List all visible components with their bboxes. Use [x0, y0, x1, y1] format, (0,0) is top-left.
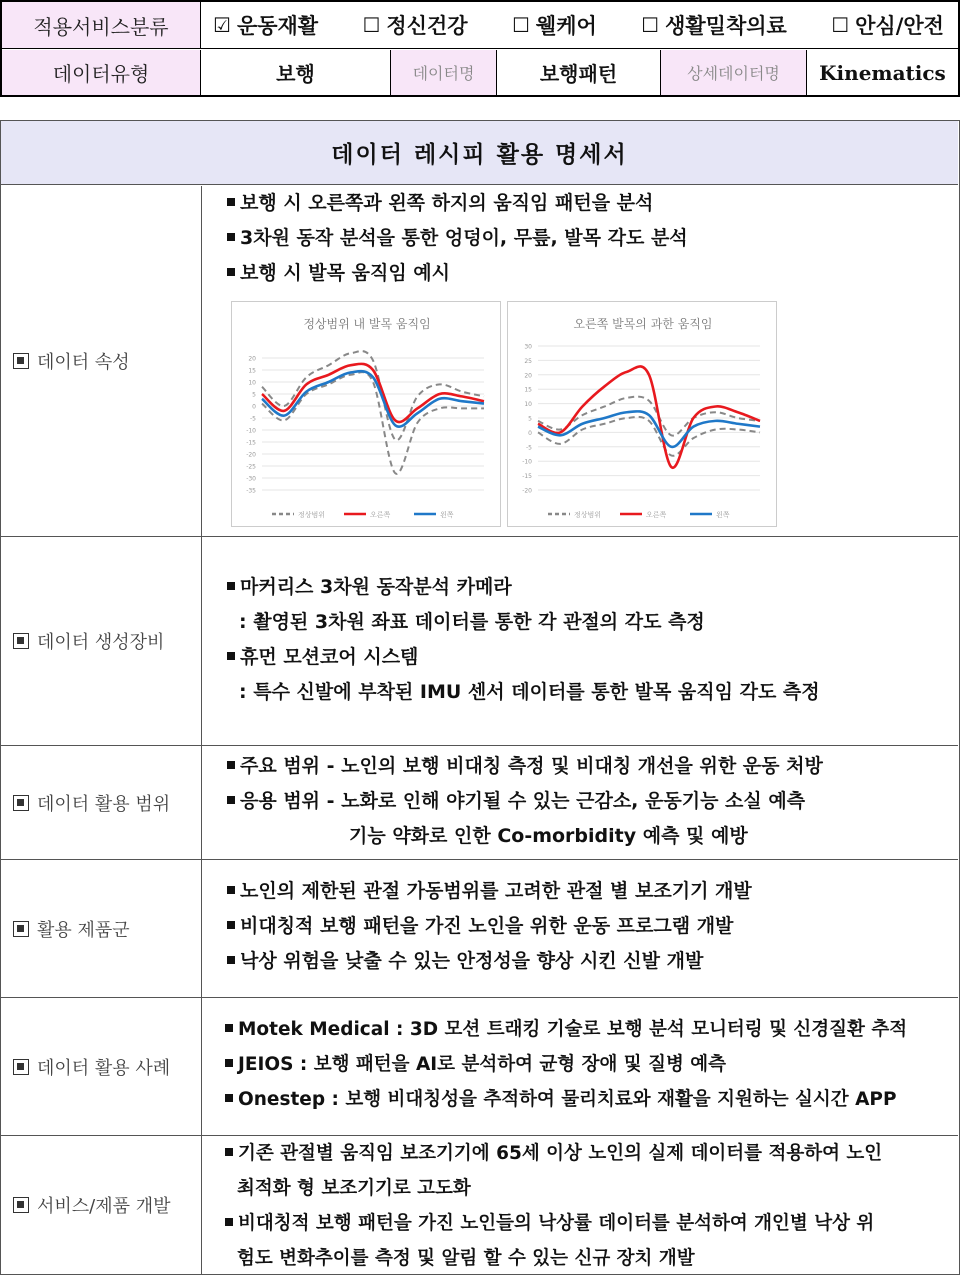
y-tick-label: 25 — [524, 357, 532, 365]
legend-label: 오른쪽 — [646, 511, 667, 519]
line-text: 3차원 동작 분석을 통한 엉덩이, 무릎, 발목 각도 분석 — [240, 227, 688, 249]
chart-svg — [508, 302, 778, 528]
section-data-attributes — [1, 186, 958, 537]
category-name: 안심/안전 — [855, 14, 944, 38]
y-tick-label: -20 — [522, 487, 532, 495]
sub-line: 최적화 형 보조기기로 고도화 — [237, 1178, 471, 1199]
bullet-line — [225, 1136, 958, 1171]
section-label — [1, 186, 202, 536]
bullet-icon — [227, 268, 235, 276]
y-tick-label: 5 — [528, 415, 532, 423]
square-bullet-icon — [13, 795, 29, 811]
series-line — [262, 351, 484, 440]
spec-title: 데이터 레시피 활용 명세서 — [1, 121, 958, 185]
category-option[interactable] — [213, 10, 318, 40]
line-text: 휴먼 모션코어 시스템 — [240, 646, 419, 668]
section-label-text: 데이터 생성장비 — [37, 632, 165, 653]
bullet-icon — [225, 1148, 233, 1156]
bullet-line — [225, 1047, 958, 1082]
y-tick-label: 20 — [248, 355, 256, 363]
legend-label: 오른쪽 — [370, 511, 391, 519]
section-equipment — [1, 537, 958, 746]
service-category-row — [2, 2, 958, 49]
category-name: 웰케어 — [535, 14, 597, 38]
section-usage-scope — [1, 746, 958, 860]
line-text: 주요 범위 - 노인의 보행 비대칭 측정 및 비대칭 개선을 위한 운동 처방 — [240, 755, 823, 777]
y-tick-label: -15 — [522, 473, 532, 481]
y-tick-label: 20 — [524, 372, 532, 380]
section-label-text: 서비스/제품 개발 — [37, 1196, 171, 1217]
chart-normal-range — [231, 301, 501, 527]
category-option[interactable] — [641, 10, 787, 40]
y-tick-label: -5 — [526, 444, 532, 452]
bullet-icon — [227, 233, 235, 241]
square-bullet-icon — [13, 1059, 29, 1075]
line-text: 낙상 위험을 낮출 수 있는 안정성을 향상 시킨 신발 개발 — [240, 950, 704, 972]
bullet-icon — [225, 1059, 233, 1067]
bullet-line — [227, 909, 958, 944]
section-label — [1, 746, 202, 859]
section-service-development — [1, 1136, 958, 1274]
y-tick-label: -20 — [246, 451, 256, 459]
chart-right-excess — [507, 301, 777, 527]
y-tick-label: -10 — [246, 427, 256, 435]
section-label-text: 데이터 속성 — [37, 352, 130, 373]
series-line — [538, 411, 760, 447]
bullet-icon — [227, 198, 235, 206]
square-bullet-icon — [13, 633, 29, 649]
line-text: 기존 관절별 움직임 보조기기에 65세 이상 노인의 실제 데이터를 적용하여 노인 — [238, 1143, 883, 1164]
detail-data-value: Kinematics — [819, 60, 946, 85]
chart-svg — [232, 302, 502, 528]
y-tick-label: -10 — [522, 458, 532, 466]
line-text: 비대칭적 보행 패턴을 가진 노인을 위한 운동 프로그램 개발 — [240, 915, 734, 937]
bullet-line — [227, 221, 958, 256]
chart-title: 오른쪽 발목의 과한 움직임 — [573, 317, 713, 331]
bullet-icon — [225, 1218, 233, 1226]
y-tick-label: 5 — [252, 391, 256, 399]
data-name-label: 데이터명 — [391, 50, 497, 95]
legend-label: 정상범위 — [574, 511, 602, 519]
square-bullet-icon — [13, 1197, 29, 1213]
category-option[interactable] — [831, 10, 944, 40]
bullet-icon — [225, 1024, 233, 1032]
section-label-text: 활용 제품군 — [37, 919, 130, 941]
y-tick-label: 0 — [252, 403, 256, 411]
legend-label: 왼쪽 — [440, 511, 454, 519]
category-name: 정신건강 — [386, 14, 468, 38]
y-tick-label: -25 — [246, 463, 256, 471]
line-text: 비대칭적 보행 패턴을 가진 노인들의 낙상률 데이터를 분석하여 개인별 낙상 위 — [238, 1213, 875, 1234]
section-product-group — [1, 860, 958, 998]
y-tick-label: -15 — [246, 439, 256, 447]
y-tick-label: 15 — [248, 367, 256, 375]
ankle-charts — [231, 301, 779, 527]
section-label — [1, 860, 202, 997]
line-text: Motek Medical : 3D 모션 트래킹 기술로 보행 분석 모니터링 및 신경질환 추적 — [238, 1019, 908, 1040]
square-bullet-icon — [13, 921, 29, 937]
section-label — [1, 998, 202, 1135]
line-text: 응용 범위 - 노화로 인해 야기될 수 있는 근감소, 운동기능 소실 예측 — [240, 790, 806, 812]
section-label-text: 데이터 활용 범위 — [37, 793, 171, 815]
checkbox-icon[interactable]: ☐ — [362, 13, 381, 37]
section-body — [203, 186, 958, 536]
category-name: 생활밀착의료 — [665, 14, 787, 38]
bullet-line — [227, 186, 958, 221]
data-type-value: 보행 — [201, 50, 391, 95]
bullet-line — [227, 874, 958, 909]
service-category-options — [201, 2, 958, 48]
recipe-spec-table — [0, 120, 960, 1275]
legend-label: 정상범위 — [298, 511, 326, 519]
data-type-label: 데이터유형 — [2, 50, 201, 95]
sub-line: : 특수 신발에 부착된 IMU 센서 데이터를 통한 발목 움직임 각도 측정 — [239, 681, 820, 703]
section-label-text: 데이터 활용 사례 — [37, 1057, 171, 1079]
bullet-line — [227, 256, 958, 291]
square-bullet-icon — [13, 353, 29, 369]
section-body — [203, 537, 958, 745]
series-line — [538, 366, 760, 467]
series-line — [262, 364, 484, 422]
checkbox-icon[interactable]: ☐ — [641, 13, 660, 37]
line-text: Onestep : 보행 비대칭성을 추적하여 물리치료와 재활을 지원하는 실시간 APP — [238, 1089, 897, 1110]
line-text: 노인의 제한된 관절 가동범위를 고려한 관절 별 보조기기 개발 — [240, 880, 752, 902]
y-tick-label: -30 — [246, 475, 256, 483]
category-option[interactable] — [362, 10, 467, 40]
legend-label: 왼쪽 — [716, 511, 730, 519]
checkbox-icon[interactable]: ☐ — [511, 13, 530, 37]
bullet-line — [225, 1082, 958, 1117]
line-text: 보행 시 오른쪽과 왼쪽 하지의 움직임 패턴을 분석 — [240, 192, 654, 214]
section-use-cases — [1, 998, 958, 1136]
sub-line: 기능 약화로 인한 Co-morbidity 예측 및 예방 — [349, 825, 748, 847]
checkbox-icon[interactable]: ☑ — [213, 13, 231, 37]
category-name: 운동재활 — [236, 14, 319, 38]
section-body — [203, 746, 958, 859]
section-body — [203, 860, 958, 997]
service-category-label: 적용서비스분류 — [2, 2, 201, 48]
chart-title: 정상범위 내 발목 움직임 — [303, 317, 431, 331]
bullet-line — [227, 749, 958, 784]
bullet-line — [225, 1012, 958, 1047]
section-label — [1, 1136, 202, 1274]
line-text: JEIOS : 보행 패턴을 AI로 분석하여 균형 장애 및 질병 예측 — [238, 1054, 727, 1075]
bullet-icon — [225, 1094, 233, 1102]
data-name-value: 보행패턴 — [497, 50, 661, 95]
bullet-line — [225, 1206, 958, 1241]
detail-data-label: 상세데이터명 — [661, 50, 807, 95]
bullet-icon — [227, 886, 235, 894]
line-text: 마커리스 3차원 동작분석 카메라 — [240, 576, 512, 598]
bullet-icon — [227, 796, 235, 804]
bullet-line — [227, 640, 958, 675]
sub-line: : 촬영된 3차원 좌표 데이터를 통한 각 관절의 각도 측정 — [239, 611, 705, 633]
y-tick-label: 10 — [248, 379, 256, 387]
line-text: 보행 시 발목 움직임 예시 — [240, 262, 450, 284]
y-tick-label: 30 — [524, 343, 532, 351]
y-tick-label: 0 — [528, 429, 532, 437]
category-option[interactable] — [512, 10, 597, 40]
bullet-icon — [227, 582, 235, 590]
section-body — [203, 998, 958, 1135]
bullet-icon — [227, 956, 235, 964]
sub-line: 험도 변화추이를 측정 및 알림 할 수 있는 신규 장치 개발 — [237, 1248, 695, 1269]
bullet-line — [227, 944, 958, 979]
bullet-line — [227, 570, 958, 605]
y-tick-label: -5 — [250, 415, 256, 423]
section-label — [1, 537, 202, 745]
bullet-line — [227, 784, 958, 819]
bullet-icon — [227, 921, 235, 929]
y-tick-label: 10 — [524, 401, 532, 409]
section-body — [203, 1136, 958, 1274]
y-tick-label: -35 — [246, 487, 256, 495]
bullet-icon — [227, 652, 235, 660]
data-type-row — [2, 50, 958, 95]
classification-table — [0, 0, 960, 97]
bullet-icon — [227, 761, 235, 769]
y-tick-label: 15 — [524, 386, 532, 394]
checkbox-icon[interactable]: ☐ — [831, 13, 850, 37]
